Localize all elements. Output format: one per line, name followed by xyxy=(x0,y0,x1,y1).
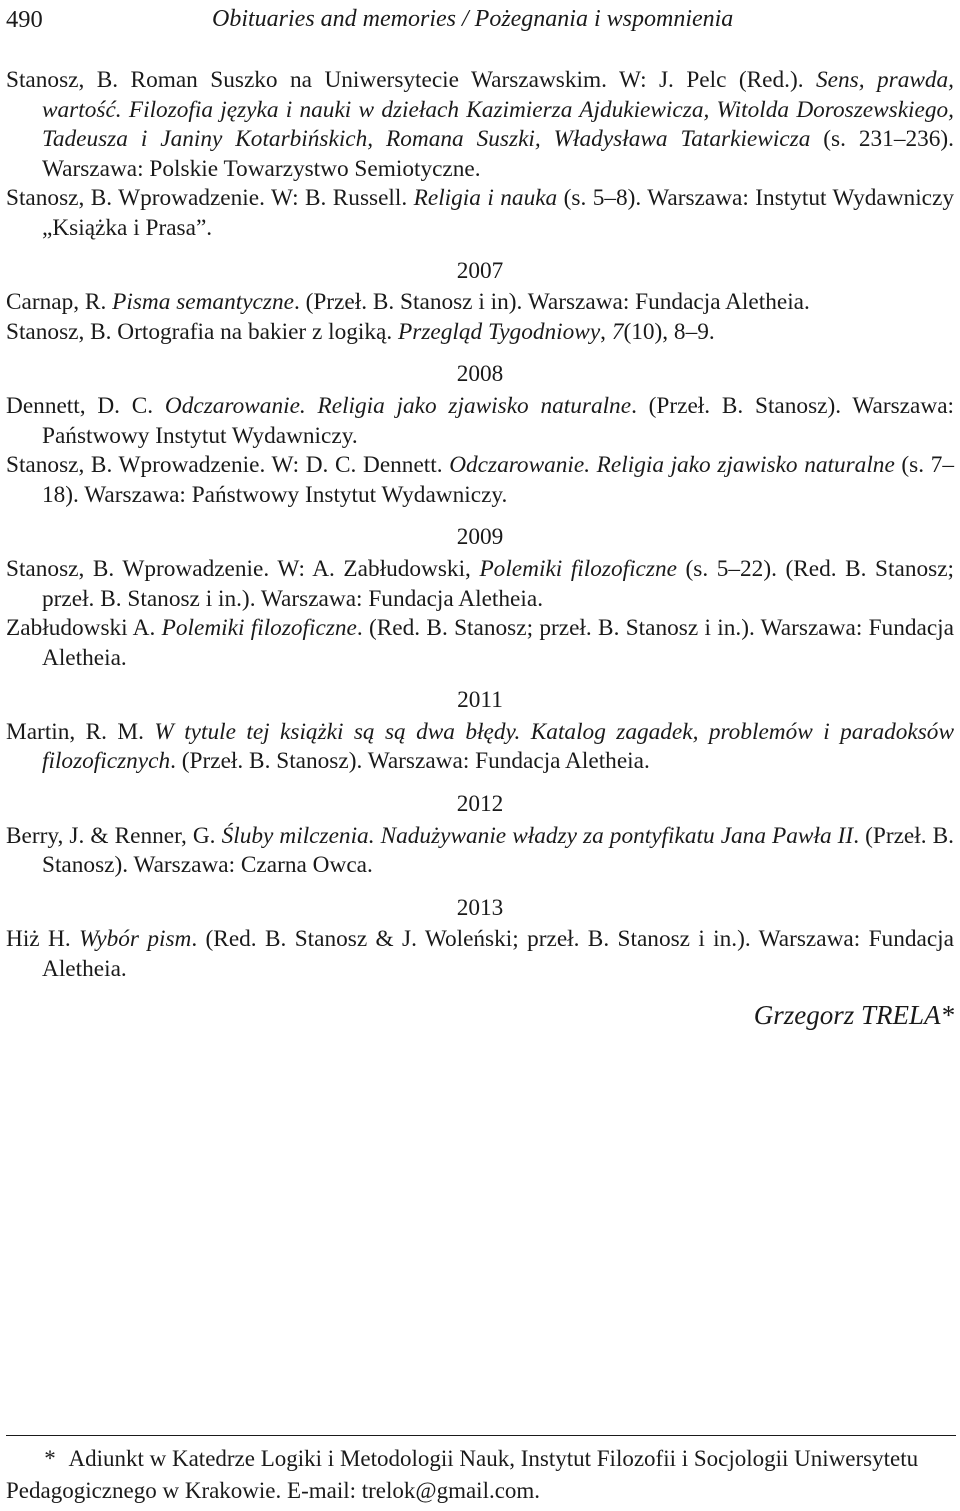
year-heading: 2009 xyxy=(456,524,504,551)
entry-title-italic: Śluby milczenia. Nadużywanie władzy za pontyfikatu Jana Pawła II xyxy=(221,822,854,849)
entry-text: Carnap, R. xyxy=(6,289,113,316)
entry-text: (s. 231–236). Warszawa: Polskie Towarzystwo Semiotyczne. xyxy=(42,126,954,182)
entry-title-italic: 7 xyxy=(611,318,624,345)
entry-text: . (Przeł. B. Stanosz). Warszawa: Państwowy Instytut Wydawniczy. xyxy=(42,392,955,449)
entry-text: . (Red. B. Stanosz; przeł. B. Stanosz i in.). Warszawa: Fundacja Aletheia. xyxy=(42,615,954,671)
entry-title-italic: Polemiki filozoficzne xyxy=(161,615,357,642)
entry-text: Hiż H. xyxy=(6,926,79,953)
bibliography-entry xyxy=(6,925,954,984)
running-head: Obituaries and memories / Pożegnania i wspomnienia xyxy=(212,6,734,32)
entry-text: Stanosz, B. Wprowadzenie. W: D. C. Dennett. xyxy=(6,452,450,479)
footnote-divider xyxy=(6,1435,956,1436)
footnote-mark: * xyxy=(44,1446,56,1471)
year-heading: 2011 xyxy=(457,687,503,714)
bibliography-entry xyxy=(6,718,954,777)
entry-text: (s. 7–18). Warszawa: Państwowy Instytut Wydawniczy. xyxy=(42,452,954,508)
year-heading: 2012 xyxy=(456,791,504,818)
entry-text: (10), 8–9. xyxy=(623,318,715,345)
entry-title-italic: W tytule tej książki są są dwa błędy. Katalog zagadek, problemów i paradoksów filozoficznych xyxy=(42,718,954,775)
entry-text: . (Red. B. Stanosz & J. Woleński; przeł. B. Stanosz i in.). Warszawa: Fundacja Aletheia. xyxy=(42,926,954,983)
entry-title-italic: Przegląd Tygodniowy xyxy=(398,318,601,345)
bibliography-entry xyxy=(6,822,954,881)
entry-text: (s. 5–8). Warszawa: Instytut Wydawniczy „Książka i Prasa”. xyxy=(42,185,954,241)
bibliography-entry xyxy=(6,66,954,184)
entry-text: . (Przeł. B. Stanosz i in). Warszawa: Fundacja Aletheia. xyxy=(293,289,810,316)
entry-title-italic: Odczarowanie. Religia jako zjawisko naturalne xyxy=(164,392,632,419)
entry-text: (s. 5–22). (Red. B. Stanosz; przeł. B. Stanosz i in.). Warszawa: Fundacja Aletheia. xyxy=(42,555,955,612)
author-signature: Grzegorz TRELA* xyxy=(753,1000,954,1030)
year-heading: 2007 xyxy=(456,257,504,284)
entry-text: Martin, R. M. xyxy=(6,718,155,745)
bibliography-entry xyxy=(6,184,954,243)
bibliography-entry xyxy=(6,318,954,348)
bibliography-entry xyxy=(6,555,954,614)
entry-text: Berry, J. & Renner, G. xyxy=(6,822,222,849)
entry-text: . (Przeł. B. Stanosz). Warszawa: Czarna Owca. xyxy=(42,822,954,879)
entry-title-italic: Religia i nauka xyxy=(413,185,558,212)
entry-text: Zabłudowski A. xyxy=(6,615,162,642)
page-header xyxy=(6,6,954,36)
entry-text: Dennett, D. C. xyxy=(6,392,165,419)
entry-title-italic: Pisma semantyczne xyxy=(112,289,294,316)
entry-title-italic: Wybór pism xyxy=(79,926,192,953)
entry-title-italic: Odczarowanie. Religia jako zjawisko naturalne xyxy=(449,452,895,479)
footnote-text: Adiunkt w Katedrze Logiki i Metodologii Nauk, Instytut Filozofii i Socjologii Uniwersytetu Pedagogicznego w Krakowie. E-mail: trelok@gmail.com. xyxy=(6,1446,919,1503)
entry-text: Stanosz, B. Ortografia na bakier z logiką. xyxy=(6,318,399,345)
bibliography-entry xyxy=(6,288,954,318)
entry-text: Stanosz, B. Wprowadzenie. W: A. Zabłudowski, xyxy=(6,555,480,582)
entry-title-italic: Polemiki filozoficzne xyxy=(479,555,677,582)
entry-text: , xyxy=(600,318,612,345)
year-heading: 2013 xyxy=(456,894,504,921)
entry-text: Stanosz, B. Roman Suszko na Uniwersytecie Warszawskim. W: J. Pelc (Red.). xyxy=(6,67,817,93)
entry-text: . (Przeł. B. Stanosz). Warszawa: Fundacja Aletheia. xyxy=(170,748,650,775)
bibliography-entry xyxy=(6,451,954,510)
bibliography-list xyxy=(6,66,954,985)
entry-title-italic: Sens, prawda, wartość. Filozofia języka i nauki w dziełach Kazimierza Ajdukiewicza, Witolda Doroszewskiego, Tadeusza i Janiny Kotarbińskich, Romana Suszki, Władysława Tatarkiewicza xyxy=(42,67,955,153)
page-number: 490 xyxy=(6,6,43,33)
footnote xyxy=(6,1443,954,1507)
bibliography-entry xyxy=(6,614,954,673)
year-heading: 2008 xyxy=(456,361,504,388)
entry-text: Stanosz, B. Wprowadzenie. W: B. Russell. xyxy=(6,185,414,212)
bibliography-entry xyxy=(6,392,954,451)
